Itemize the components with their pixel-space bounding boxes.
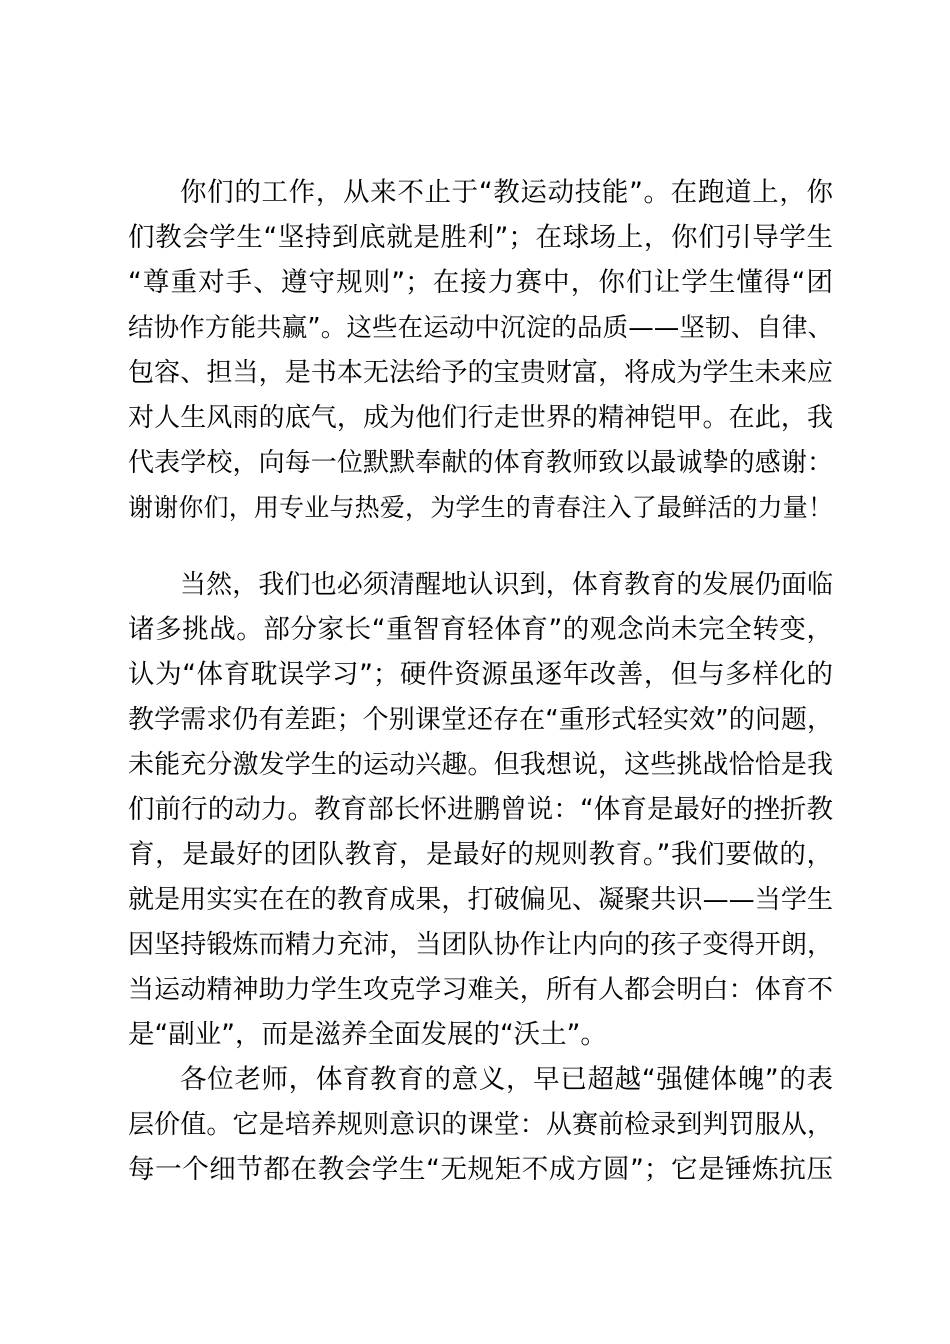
paragraph-1-line-3: “尊重对手、遵守规则”；在接力赛中，你们让学生懂得“团 [128, 267, 833, 298]
paragraph-1-line-8: 谢谢你们，用专业与热爱，为学生的青春注入了最鲜活的力量！ [128, 493, 833, 522]
paragraph-1-line-4: 结协作方能共赢”。这些在运动中沉淀的品质——坚韧、自律、 [128, 313, 833, 343]
paragraph-3-line-2: 层价值。它是培养规则意识的课堂：从赛前检录到判罚服从， [128, 1110, 833, 1140]
paragraph-1-line-7: 代表学校，向每一位默默奉献的体育教师致以最诚挚的感谢： [128, 448, 833, 478]
paragraph-2-line-2: 诸多挑战。部分家长“重智育轻体育”的观念尚未完全转变， [128, 614, 833, 645]
paragraph-2-line-9: 因坚持锻炼而精力充沛，当团队协作让内向的孩子变得开朗， [128, 930, 833, 960]
paragraph-2-line-4: 教学需求仍有差距；个别课堂还存在“重形式轻实效”的问题， [128, 705, 833, 735]
paragraph-1-line-1: 你们的工作，从来不止于“教运动技能”。在跑道上，你 [180, 177, 833, 208]
paragraph-2-line-7: 育，是最好的团队教育，是最好的规则教育。”我们要做的， [128, 839, 833, 870]
paragraph-2-line-8: 就是用实实在在的教育成果，打破偏见、凝聚共识——当学生 [128, 885, 833, 915]
paragraph-2-line-1: 当然，我们也必须清醒地认识到，体育教育的发展仍面临 [180, 570, 833, 600]
paragraph-1-line-6: 对人生风雨的底气，成为他们行走世界的精神铠甲。在此，我 [128, 403, 833, 433]
paragraph-2-line-3: 认为“体育耽误学习”；硬件资源虽逐年改善，但与多样化的 [128, 659, 833, 690]
paragraph-2-line-11: 是“副业”，而是滋养全面发展的“沃土”。 [128, 1019, 607, 1050]
paragraph-1-line-5: 包容、担当，是书本无法给予的宝贵财富，将成为学生未来应 [128, 358, 833, 388]
paragraph-2-line-10: 当运动精神助力学生攻克学习难关，所有人都会明白：体育不 [128, 975, 833, 1005]
paragraph-1-line-2: 们教会学生“坚持到底就是胜利”；在球场上，你们引导学生 [128, 222, 833, 253]
paragraph-2-line-6: 们前行的动力。教育部长怀进鹏曾说：“体育是最好的挫折教 [128, 794, 833, 825]
paragraph-3-line-3: 每一个细节都在教会学生“无规矩不成方圆”；它是锤炼抗压 [128, 1154, 833, 1185]
paragraph-2-line-5: 未能充分激发学生的运动兴趣。但我想说，这些挑战恰恰是我 [128, 750, 833, 780]
paragraph-3-line-1: 各位老师，体育教育的意义，早已超越“强健体魄”的表 [180, 1064, 833, 1095]
